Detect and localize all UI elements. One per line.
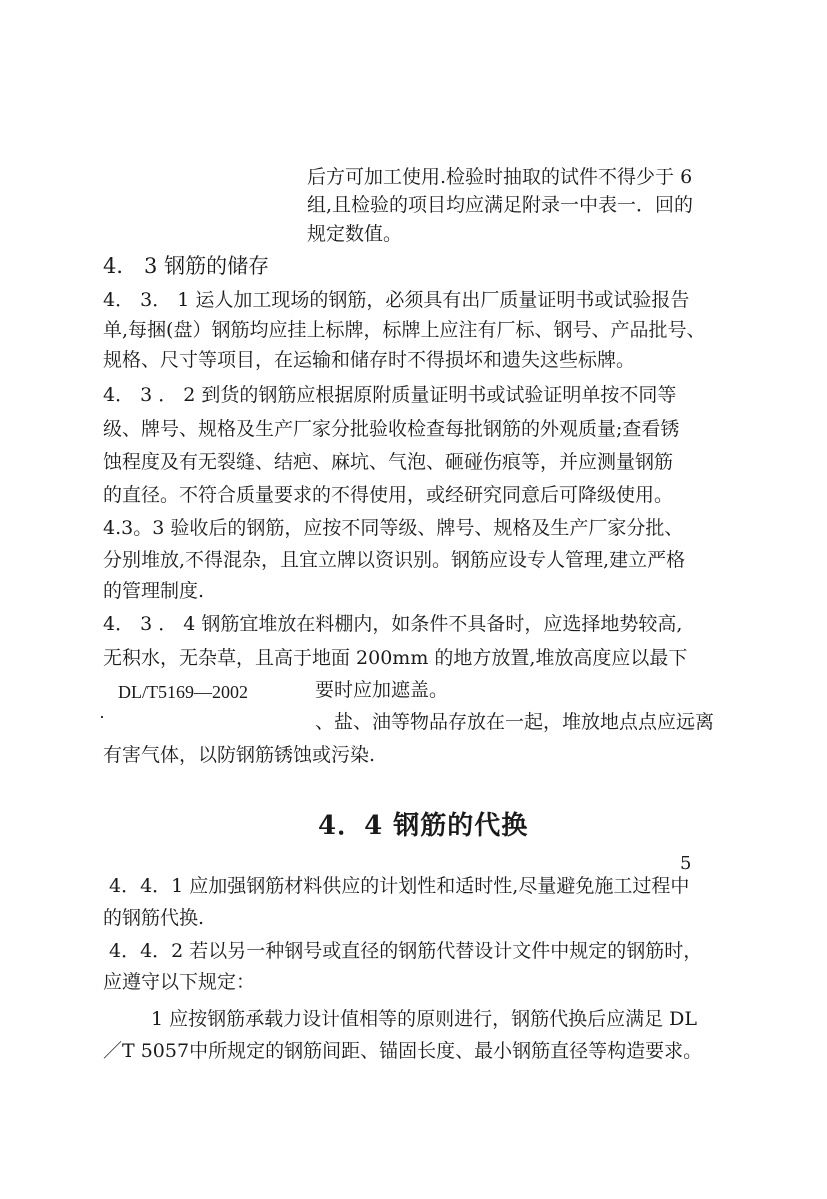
- text-line: 1 应按钢筋承载力设计值相等的原则进行，钢筋代换后应满足 DL: [151, 1008, 698, 1030]
- text-line: 4.3。3 验收后的钢筋，应按不同等级、牌号、规格及生产厂家分批、: [103, 517, 684, 539]
- text-line: 规格、尺寸等项目，在运输和储存时不得损坏和遗失这些标牌。: [103, 349, 636, 371]
- text-line: 的钢筋代换.: [103, 907, 205, 929]
- text-line: 4． 3 ． 2 到货的钢筋应根据原附质量证明书或试验证明单按不同等: [103, 384, 677, 406]
- text-line: 、盐、油等物品存放在一起，堆放地点点应远离: [315, 711, 715, 733]
- stray-mark: [101, 716, 103, 718]
- section-heading-4-4: 4．4 钢筋的代换: [318, 811, 529, 841]
- text-line: 4． 3 ． 4 钢筋宜堆放在料棚内，如条件不具备时，应选择地势较高,: [103, 613, 683, 635]
- text-line: 规定数值。: [307, 223, 403, 245]
- text-line: 蚀程度及有无裂缝、结疤、麻坑、气泡、砸碰伤痕等，并应测量钢筋: [103, 451, 674, 473]
- text-line: 的直径。不符合质量要求的不得使用，或经研究同意后可降级使用。: [103, 484, 674, 506]
- text-line: 4． 3． 1 运人加工现场的钢筋，必须具有出厂质量证明书或试验报告: [103, 289, 690, 311]
- text-line: 组,且检验的项目均应满足附录一中表一．回的: [307, 194, 694, 216]
- text-line: 4．4．1 应加强钢筋材料供应的计划性和适时性,尽量避免施工过程中: [109, 875, 690, 897]
- text-line: 4．4．2 若以另一种钢号或直径的钢筋代替设计文件中规定的钢筋时，: [109, 940, 703, 962]
- text-line: ／T 5057中所规定的钢筋间距、锚固长度、最小钢筋直径等构造要求。: [103, 1040, 703, 1062]
- text-line: 的管理制度.: [103, 580, 205, 602]
- text-line: 后方可加工使用.检验时抽取的试件不得少于 6: [307, 166, 693, 188]
- text-line: 无积水，无杂草，且高于地面 200mm 的地方放置,堆放高度应以最下: [103, 647, 688, 669]
- text-line: 分别堆放,不得混杂，且宜立牌以资识别。钢筋应设专人管理,建立严格: [103, 549, 686, 571]
- text-line: 级、牌号、规格及生产厂家分批验收检查每批钢筋的外观质量;查看锈: [103, 418, 680, 440]
- text-line: 有害气体，以防钢筋锈蚀或污染.: [103, 744, 376, 766]
- page-number: 5: [680, 853, 692, 874]
- text-line: 要时应加遮盖。: [315, 679, 449, 701]
- doc-code: DL/T5169—2002: [118, 682, 248, 702]
- text-line: 应遵守以下规定：: [103, 971, 256, 993]
- text-line: 单,每捆(盘）钢筋均应挂上标牌，标牌上应注有厂标、钢号、产品批号、: [103, 319, 706, 341]
- section-heading-4-3: 4． 3 钢筋的储存: [103, 254, 270, 278]
